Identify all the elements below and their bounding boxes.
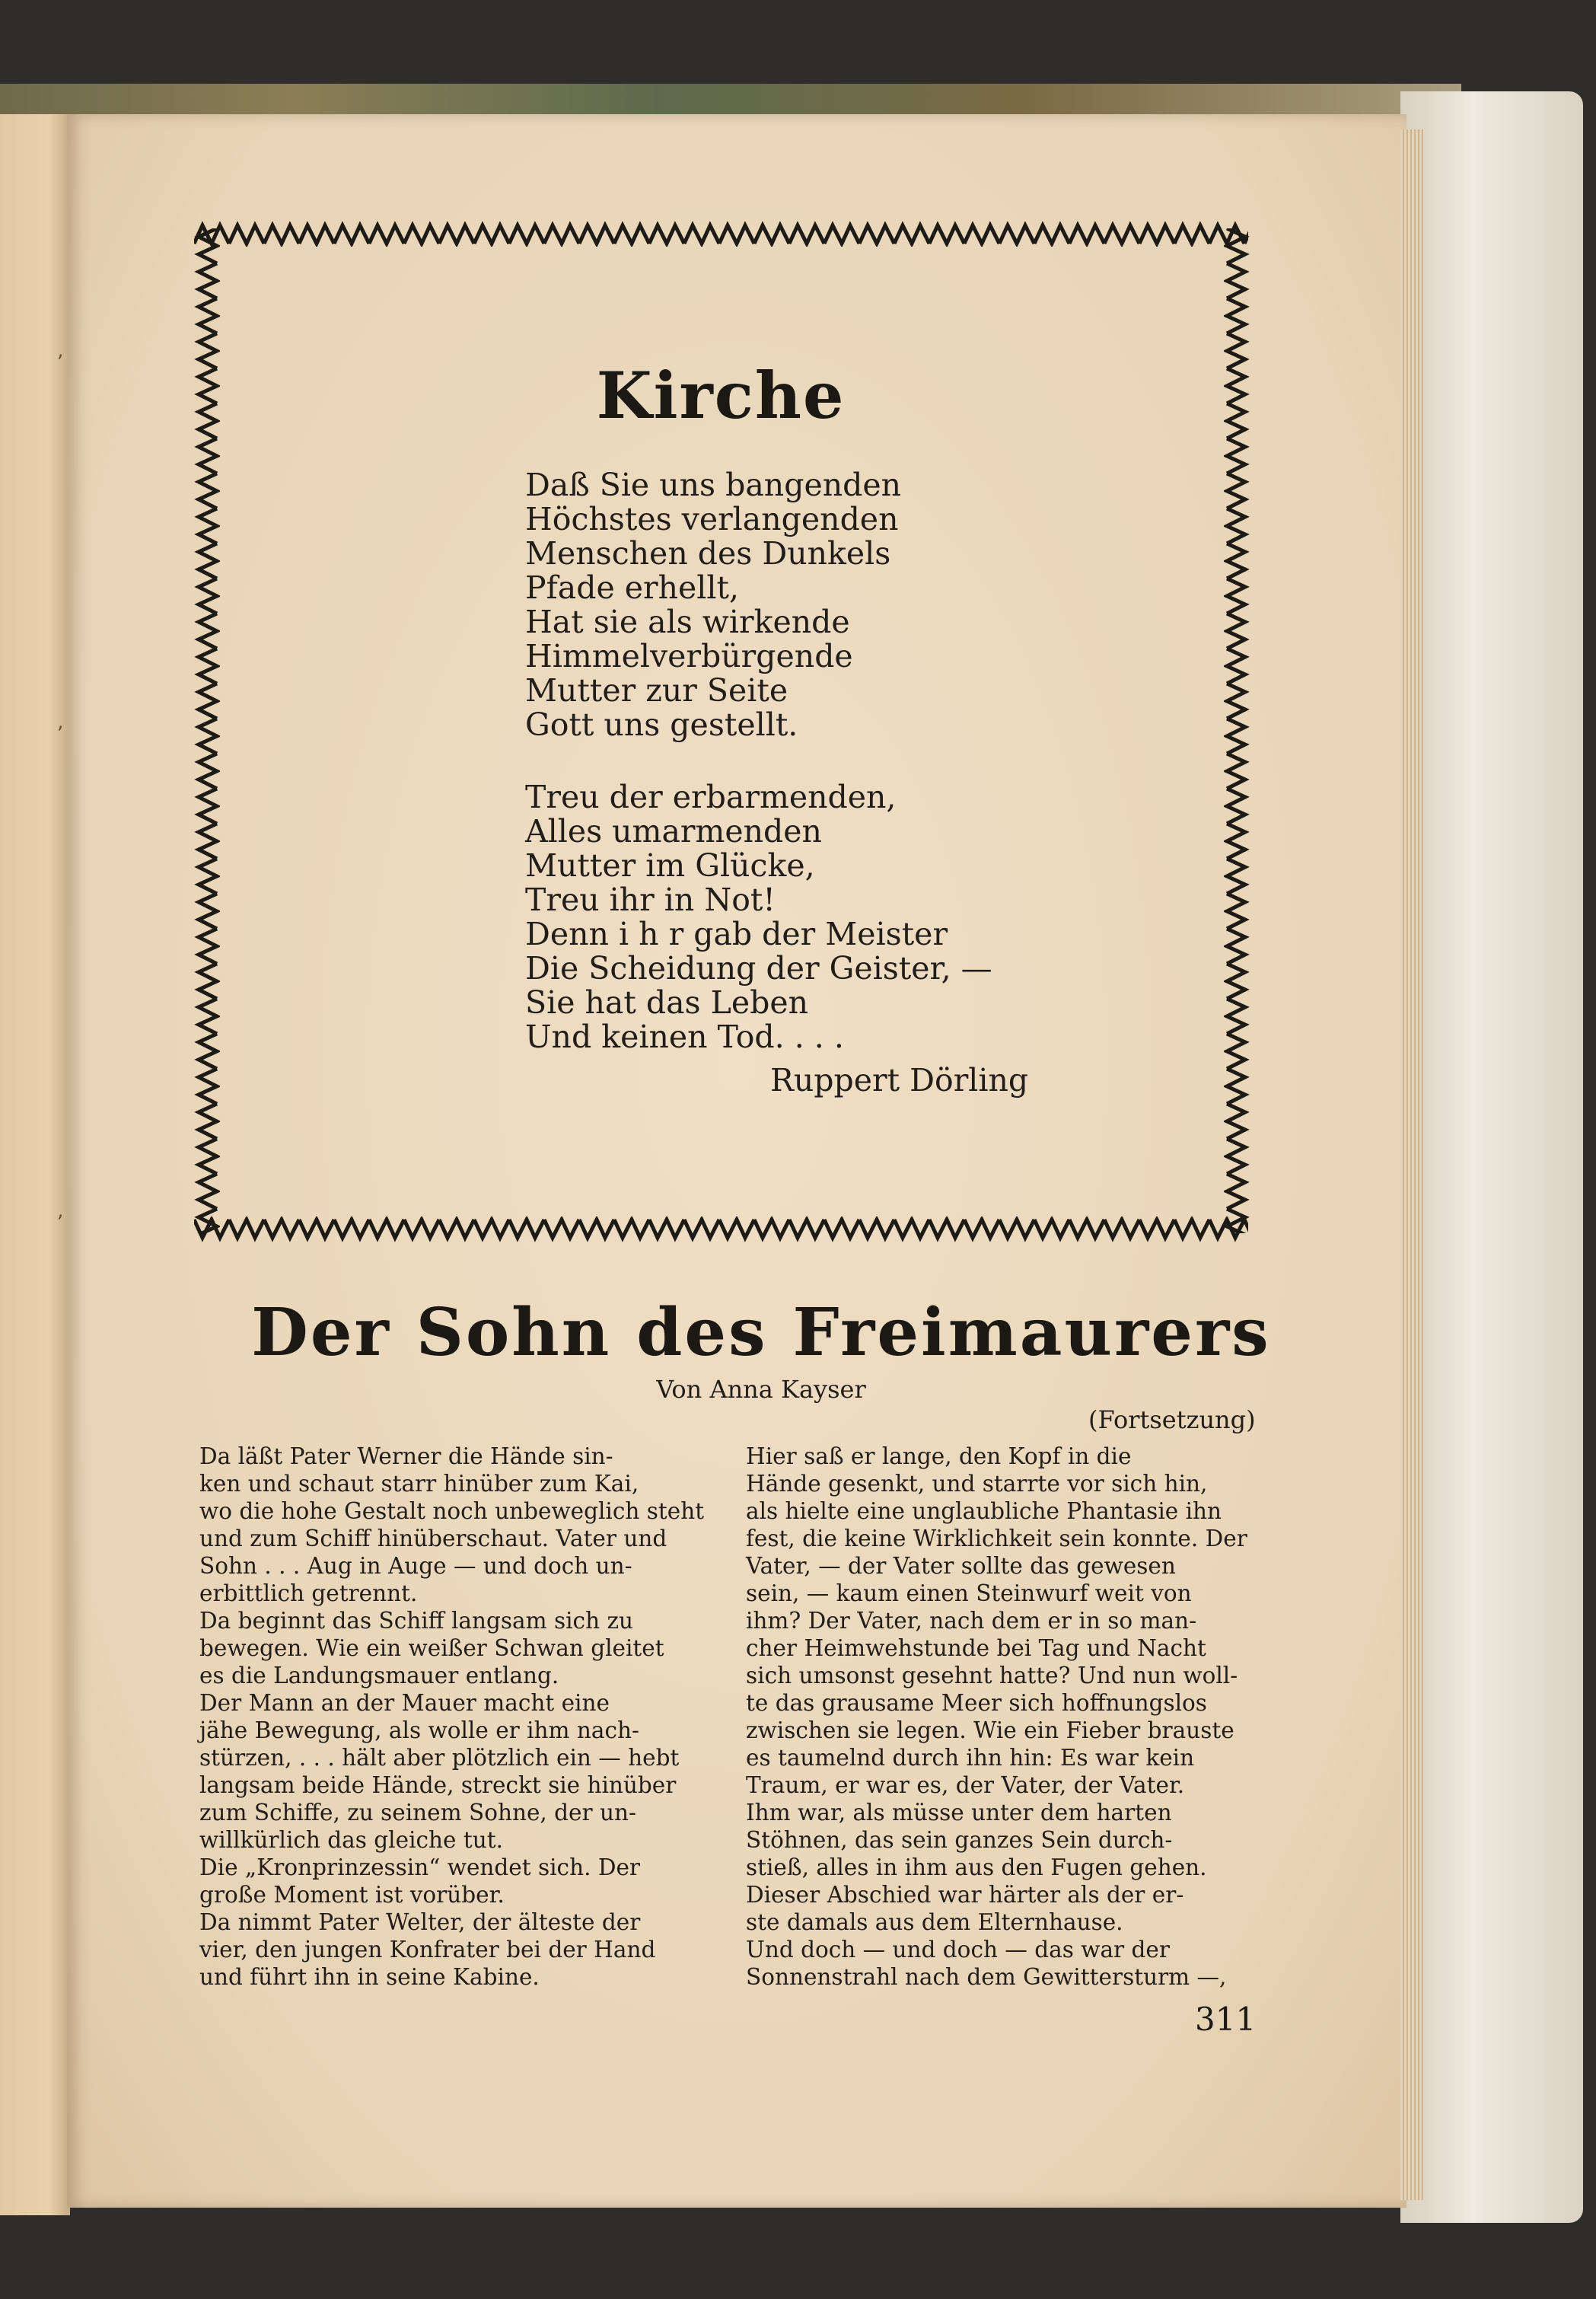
book-cover-edge — [1400, 91, 1583, 2223]
text-line: fest, die keine Wirklichkeit sein konnte. Der — [746, 1526, 1247, 1551]
poem-line: Gott uns gestellt. — [525, 706, 798, 743]
text-line: Die „Kronprinzessin“ wendet sich. Der — [199, 1854, 641, 1880]
poem-line: Und keinen Tod. . . . — [525, 1019, 844, 1055]
text-line: Hier saß er lange, den Kopf in die — [746, 1443, 1132, 1469]
frame-border-bottom — [194, 1216, 1248, 1242]
text-line: cher Heimwehstunde bei Tag und Nacht — [746, 1635, 1206, 1661]
article-title: Der Sohn des Freimaurers — [251, 1294, 1271, 1371]
stanza-gap — [525, 742, 1058, 780]
text-line: Der Mann an der Mauer macht eine — [199, 1690, 610, 1716]
continued-note: (Fortsetzung) — [1088, 1405, 1256, 1434]
article-byline: Von Anna Kayser — [656, 1375, 866, 1404]
poem-line: Daß Sie uns bangenden — [525, 467, 902, 503]
poem-title: Kirche — [596, 358, 846, 433]
text-line: Traum, er war es, der Vater, der Vater. — [746, 1772, 1185, 1798]
article-column-left — [199, 1443, 705, 1991]
text-line: wo die hohe Gestalt noch unbeweglich steht — [199, 1498, 705, 1524]
text-line: te das grausame Meer sich hoffnungslos — [746, 1690, 1207, 1716]
text-line: zum Schiffe, zu seinem Sohne, der un- — [199, 1800, 636, 1825]
poem-line: Himmelverbürgende — [525, 638, 853, 674]
page-stack-edge — [1400, 129, 1423, 2200]
poem-line: Hat sie als wirkende — [525, 604, 850, 640]
text-line: große Moment ist vorüber. — [199, 1882, 505, 1908]
text-line: zwischen sie legen. Wie ein Fieber brauste — [746, 1717, 1234, 1743]
text-line: es die Landungsmauer entlang. — [199, 1663, 559, 1688]
article-column-right — [746, 1443, 1248, 1991]
text-line: und führt ihn in seine Kabine. — [199, 1964, 540, 1990]
text-line: stürzen, . . . hält aber plötzlich ein — hebt — [199, 1745, 680, 1771]
binding-stitch-icon: ʼ — [56, 723, 63, 746]
poem-line: Die Scheidung der Geister, — — [525, 950, 992, 987]
poem-line: Sie hat das Leben — [525, 984, 809, 1021]
text-line: sich umsonst gesehnt hatte? Und nun woll- — [746, 1663, 1238, 1688]
text-line: vier, den jungen Konfrater bei der Hand — [199, 1937, 656, 1963]
text-line: Da läßt Pater Werner die Hände sin- — [199, 1443, 613, 1469]
text-line: ste damals aus dem Elternhause. — [746, 1909, 1123, 1935]
text-line: Dieser Abschied war härter als der er- — [746, 1882, 1184, 1908]
text-line: ihm? Der Vater, nach dem er in so man- — [746, 1608, 1197, 1634]
text-line: Da nimmt Pater Welter, der älteste der — [199, 1909, 641, 1935]
poem-line: Treu ihr in Not! — [525, 882, 776, 918]
poem-body — [525, 468, 1058, 1054]
poem-line: Alles umarmenden — [525, 813, 822, 850]
text-line: Sonnenstrahl nach dem Gewittersturm —, — [746, 1964, 1227, 1990]
poem-line: Menschen des Dunkels — [525, 535, 891, 572]
poem-line: Pfade erhellt, — [525, 569, 740, 606]
binding-stitch-icon: ʼ — [56, 352, 63, 375]
text-line: Stöhnen, das sein ganzes Sein durch- — [746, 1827, 1173, 1853]
text-line: stieß, alles in ihm aus den Fugen gehen. — [746, 1854, 1207, 1880]
poem-line: Treu der erbarmenden, — [525, 779, 897, 815]
text-line: Vater, — der Vater sollte das gewesen — [746, 1553, 1176, 1579]
poem-line: Höchstes verlangenden — [525, 501, 899, 537]
binding-stitch-icon: ʼ — [56, 1212, 63, 1235]
text-line: ken und schaut starr hinüber zum Kai, — [199, 1471, 639, 1497]
poem-line: Mutter im Glücke, — [525, 847, 815, 884]
page-number: 311 — [1195, 2001, 1257, 2038]
text-line: erbittlich getrennt. — [199, 1580, 418, 1606]
poem-line: Denn i h r gab der Meister — [525, 916, 948, 952]
text-line: es taumelnd durch ihn hin: Es war kein — [746, 1745, 1195, 1771]
poem-line: Mutter zur Seite — [525, 672, 788, 709]
text-line: Sohn . . . Aug in Auge — und doch un- — [199, 1553, 632, 1579]
text-line: sein, — kaum einen Steinwurf weit von — [746, 1580, 1192, 1606]
text-line: Und doch — und doch — das war der — [746, 1937, 1170, 1963]
left-page-edge — [0, 114, 70, 2215]
poem-author: Ruppert Dörling — [770, 1062, 1029, 1098]
text-line: jähe Bewegung, als wolle er ihm nach- — [199, 1717, 639, 1743]
frame-border-top — [194, 221, 1248, 247]
text-line: willkürlich das gleiche tut. — [199, 1827, 503, 1853]
text-line: und zum Schiff hinüberschaut. Vater und — [199, 1526, 667, 1551]
text-line: bewegen. Wie ein weißer Schwan gleitet — [199, 1635, 664, 1661]
text-line: Ihm war, als müsse unter dem harten — [746, 1800, 1172, 1825]
text-line: Hände gesenkt, und starrte vor sich hin, — [746, 1471, 1208, 1497]
text-line: Da beginnt das Schiff langsam sich zu — [199, 1608, 633, 1634]
text-line: langsam beide Hände, streckt sie hinüber — [199, 1772, 677, 1798]
text-line: als hielte eine unglaubliche Phantasie ihn — [746, 1498, 1222, 1524]
